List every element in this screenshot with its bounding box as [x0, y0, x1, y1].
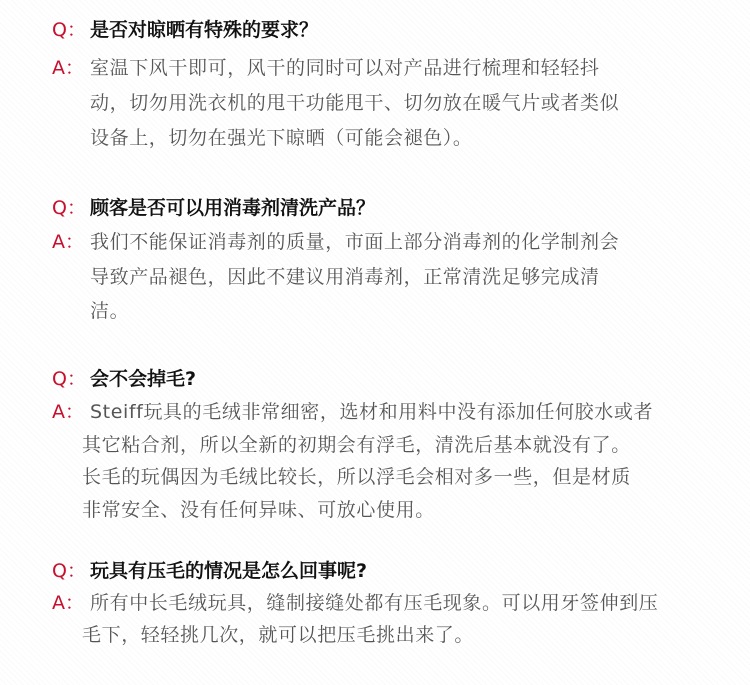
question-text: 顾客是否可以用消毒剂清洗产品？ — [90, 197, 376, 219]
answer-line: 所有中长毛绒玩具，缝制接缝处都有压毛现象。可以用牙签伸到压 — [90, 592, 659, 614]
question-text: 是否对晾晒有特殊的要求？ — [90, 19, 319, 41]
answer-marker: A： — [52, 592, 84, 614]
question-marker: Q： — [52, 19, 86, 41]
answer-line: 其它粘合剂，所以全新的初期会有浮毛，清洗后基本就没有了。 — [82, 434, 631, 456]
answer-line: 洁。 — [90, 300, 130, 322]
answer-line: 动，切勿用洗衣机的甩干功能甩干、切勿放在暖气片或者类似 — [90, 92, 620, 114]
answer-line: 导致产品褪色，因此不建议用消毒剂，正常清洗足够完成清 — [90, 266, 600, 288]
answer-marker: A： — [52, 401, 84, 423]
answer-line: 室温下风干即可，风干的同时可以对产品进行梳理和轻轻抖 — [90, 57, 600, 79]
answer-line: Steiff玩具的毛绒非常细密，选材和用料中没有添加任何胶水或者 — [90, 401, 654, 423]
question-text: 玩具有压毛的情况是怎么回事呢? — [90, 560, 368, 582]
answer-marker: A： — [52, 231, 84, 253]
answer-line: 毛下，轻轻挑几次，就可以把压毛挑出来了。 — [82, 624, 475, 646]
question-marker: Q： — [52, 560, 86, 582]
question-marker: Q： — [52, 368, 86, 390]
question-text: 会不会掉毛? — [90, 368, 197, 390]
answer-line: 设备上，切勿在强光下晾晒（可能会褪色）。 — [90, 127, 473, 149]
answer-line: 非常安全、没有任何异味、可放心使用。 — [82, 499, 435, 521]
question-marker: Q： — [52, 197, 86, 219]
answer-marker: A： — [52, 57, 84, 79]
answer-line: 长毛的玩偶因为毛绒比较长，所以浮毛会相对多一些，但是材质 — [82, 466, 631, 488]
answer-line: 我们不能保证消毒剂的质量，市面上部分消毒剂的化学制剂会 — [90, 231, 620, 253]
